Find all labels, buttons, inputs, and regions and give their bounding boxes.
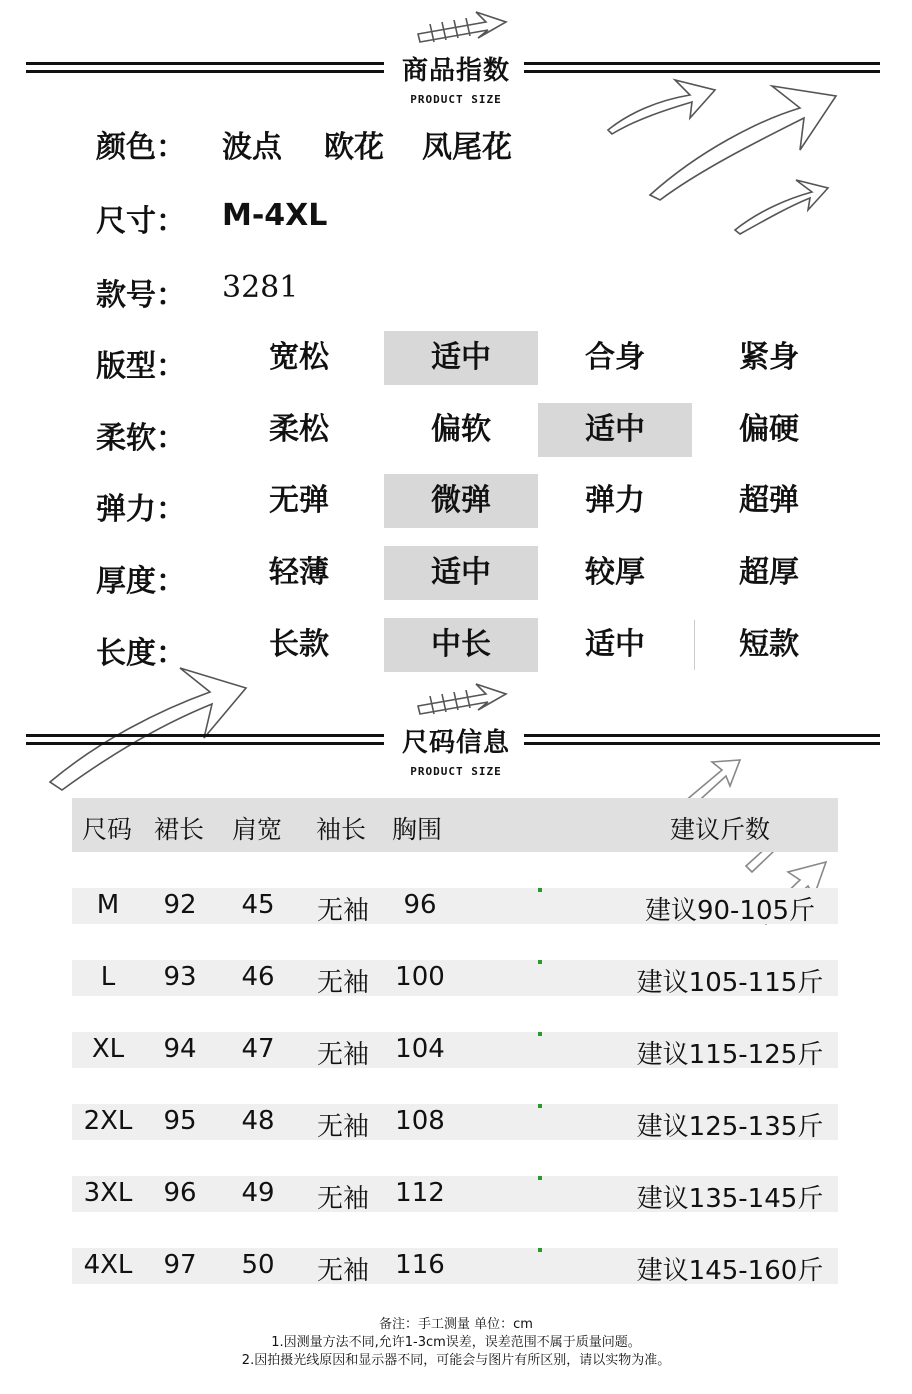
section-title-product-index: 商品指数: [401, 56, 510, 86]
note-line: 2.因拍摄光线原因和显示器不同，可能会与图片有所区别，请以实物为准。: [241, 1353, 671, 1368]
index-option: 无弹: [269, 483, 329, 518]
table-cell: 108: [395, 1106, 445, 1136]
index-label: 长度：: [96, 636, 186, 671]
index-option-selected: 适中: [384, 331, 538, 385]
table-cell: 2XL: [83, 1106, 133, 1136]
row-marker: [538, 1248, 542, 1252]
color-value-3: 凤尾花: [422, 130, 512, 165]
table-cell-weight: 建议115-125斤: [636, 1040, 824, 1070]
table-cell-weight: 建议90-105斤: [644, 896, 816, 926]
index-option: 较厚: [585, 555, 645, 590]
row-marker: [538, 888, 542, 892]
table-cell: 4XL: [83, 1250, 133, 1280]
table-cell: 96: [163, 1178, 197, 1208]
table-cell: 95: [163, 1106, 197, 1136]
index-option: 长款: [269, 627, 329, 662]
index-option: 偏硬: [739, 412, 799, 447]
index-option-selected: 适中: [538, 403, 692, 457]
table-cell: 无袖: [316, 896, 369, 926]
index-label: 弹力：: [96, 492, 186, 527]
table-cell: 97: [163, 1250, 197, 1280]
table-cell: 100: [395, 962, 445, 992]
table-cell: 116: [395, 1250, 445, 1280]
header-weight: 建议斤数: [670, 815, 771, 844]
table-cell-weight: 建议135-145斤: [636, 1184, 824, 1214]
table-cell: 50: [241, 1250, 275, 1280]
section-subtitle: PRODUCT SIZE: [410, 765, 502, 778]
color-label: 颜色：: [96, 130, 186, 165]
header-length: 裙长: [154, 815, 205, 844]
index-option: 弹力: [585, 483, 645, 518]
table-cell-weight: 建议145-160斤: [636, 1256, 824, 1286]
index-label: 柔软：: [96, 421, 186, 456]
index-option-selected: 中长: [384, 618, 538, 672]
row-marker: [538, 1104, 542, 1108]
table-cell: 无袖: [316, 1256, 369, 1286]
table-cell-weight: 建议105-115斤: [636, 968, 824, 998]
table-cell: 无袖: [316, 1112, 369, 1142]
arrow-icon-right-low: [735, 180, 828, 234]
index-option: 偏软: [431, 412, 491, 447]
arrow-icon-top: [418, 12, 506, 42]
index-option-selected: 微弹: [384, 474, 538, 528]
table-cell: 96: [403, 890, 437, 920]
index-option: 紧身: [739, 340, 799, 375]
color-value-2: 欧花: [324, 130, 384, 165]
note-line: 1.因测量方法不同,允许1-3cm误差，误差范围不属于质量问题。: [271, 1335, 641, 1350]
index-option: 超厚: [739, 555, 799, 590]
note-line: 备注：手工测量 单位：cm: [379, 1317, 533, 1332]
table-cell: M: [96, 890, 120, 920]
table-cell: 49: [241, 1178, 275, 1208]
table-cell: 3XL: [83, 1178, 133, 1208]
table-cell: 94: [163, 1034, 197, 1064]
style-number-label: 款号：: [96, 278, 186, 313]
index-label: 厚度：: [96, 564, 186, 599]
index-option: 短款: [739, 627, 799, 662]
table-cell: XL: [91, 1034, 125, 1064]
table-cell: 47: [241, 1034, 275, 1064]
table-cell: 93: [163, 962, 197, 992]
header-size: 尺码: [82, 815, 133, 844]
table-cell: 无袖: [316, 968, 369, 998]
index-option: 合身: [585, 340, 645, 375]
table-cell: 45: [241, 890, 275, 920]
row-marker: [538, 1032, 542, 1036]
row-marker: [538, 960, 542, 964]
header-shoulder: 肩宽: [232, 815, 283, 844]
size-value: M-4XL: [222, 198, 328, 233]
index-option: 宽松: [269, 340, 329, 375]
index-option: 轻薄: [269, 555, 329, 590]
arrow-icon-right-small: [608, 80, 715, 134]
index-option: 超弹: [739, 483, 799, 518]
size-label: 尺寸：: [96, 204, 186, 239]
index-option: 柔松: [269, 412, 329, 447]
table-cell: 46: [241, 962, 275, 992]
table-cell: 112: [395, 1178, 445, 1208]
table-cell: 无袖: [316, 1040, 369, 1070]
row-marker: [538, 1176, 542, 1180]
index-option: 适中: [585, 627, 645, 662]
header-chest: 胸围: [392, 815, 443, 844]
color-value-1: 波点: [222, 130, 282, 165]
index-option-selected: 适中: [384, 546, 538, 600]
section-title-size-info: 尺码信息: [401, 728, 510, 758]
table-cell: L: [100, 962, 116, 992]
column-separator: [694, 620, 695, 670]
table-cell: 无袖: [316, 1184, 369, 1214]
style-number-value: 3281: [222, 270, 299, 305]
index-label: 版型：: [96, 349, 186, 384]
table-cell: 92: [163, 890, 197, 920]
arrow-icon-mid: [418, 684, 506, 714]
table-cell: 48: [241, 1106, 275, 1136]
section-subtitle: PRODUCT SIZE: [410, 93, 502, 106]
table-cell: 104: [395, 1034, 445, 1064]
table-cell-weight: 建议125-135斤: [636, 1112, 824, 1142]
header-sleeve: 袖长: [316, 815, 367, 844]
